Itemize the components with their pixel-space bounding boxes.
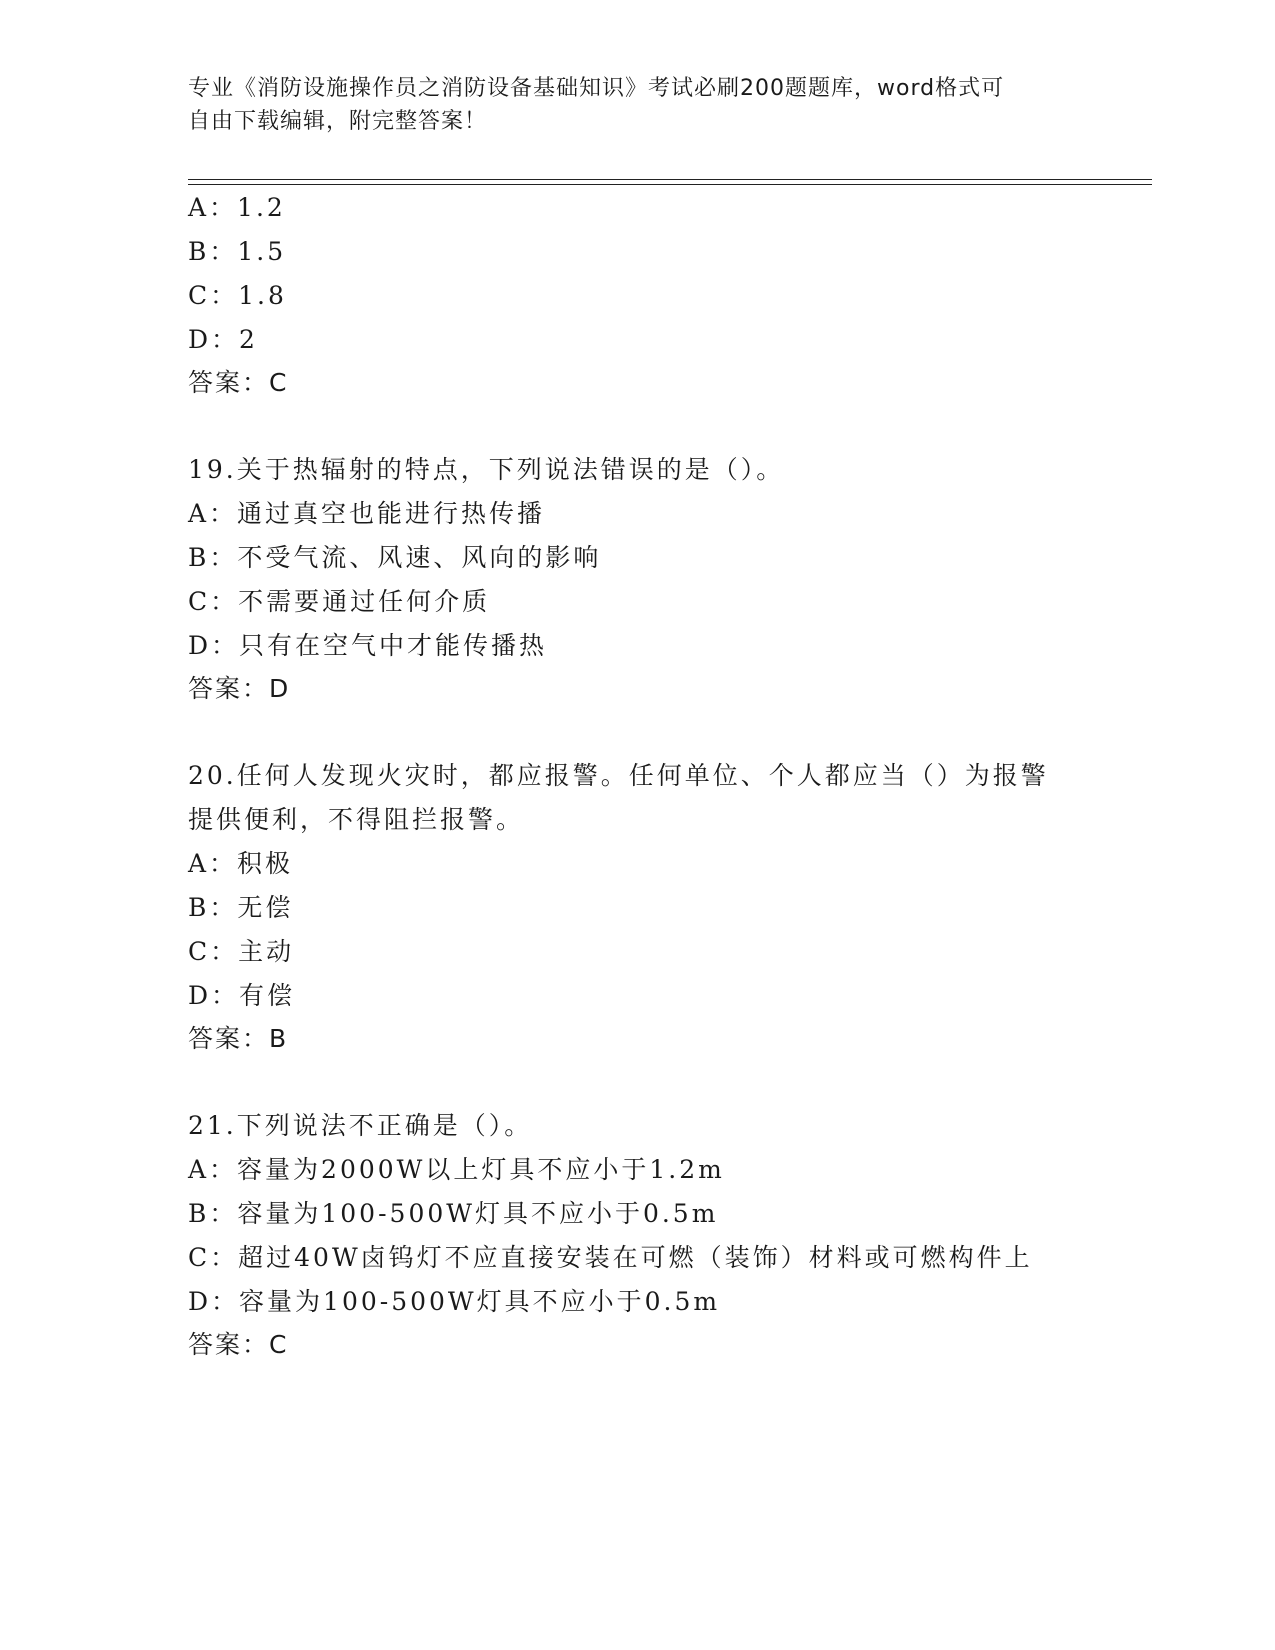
- header-title-line-1: 专业《消防设施操作员之消防设备基础知识》考试必刷200题题库，word格式可: [188, 76, 1005, 101]
- q20-option-c: C：主动: [188, 937, 295, 966]
- q19-option-a: A：通过真空也能进行热传播: [188, 499, 546, 528]
- q20-stem-line-2: 提供便利，不得阻拦报警。: [188, 805, 525, 834]
- prev-option-c: C：1.8: [188, 281, 287, 310]
- prev-answer: 答案：C: [188, 368, 289, 397]
- q21-option-d: D：容量为100-500W灯具不应小于0.5m: [188, 1287, 721, 1316]
- prev-option-b: B：1.5: [188, 237, 287, 266]
- header-title-line-2: 自由下载编辑，附完整答案！: [188, 109, 488, 134]
- q21-option-c: C：超过40W卤钨灯不应直接安装在可燃（装饰）材料或可燃构件上: [188, 1243, 1033, 1272]
- q19-option-d: D：只有在空气中才能传播热: [188, 631, 548, 660]
- q21-answer: 答案：C: [188, 1330, 289, 1359]
- q20-option-a: A：积极: [188, 849, 294, 878]
- prev-option-a: A：1.2: [188, 193, 286, 222]
- q20-answer: 答案：B: [188, 1024, 289, 1053]
- q20-option-d: D：有偿: [188, 981, 296, 1010]
- q20-option-b: B：无偿: [188, 893, 294, 922]
- q19-option-c: C：不需要通过任何介质: [188, 587, 491, 616]
- q19-stem: 19.关于热辐射的特点，下列说法错误的是（）。: [188, 455, 785, 484]
- q19-answer: 答案：D: [188, 674, 291, 703]
- q21-stem: 21.下列说法不正确是（）。: [188, 1111, 533, 1140]
- header-divider-top: [188, 179, 1152, 180]
- prev-option-d: D：2: [188, 325, 258, 354]
- q21-option-b: B：容量为100-500W灯具不应小于0.5m: [188, 1199, 719, 1228]
- q20-stem-line-1: 20.任何人发现火灾时，都应报警。任何单位、个人都应当（）为报警: [188, 761, 1049, 790]
- q19-option-b: B：不受气流、风速、风向的影响: [188, 543, 602, 572]
- document-header: [188, 72, 1088, 138]
- header-divider-bottom: [188, 184, 1152, 185]
- q21-option-a: A：容量为2000W以上灯具不应小于1.2m: [188, 1155, 725, 1184]
